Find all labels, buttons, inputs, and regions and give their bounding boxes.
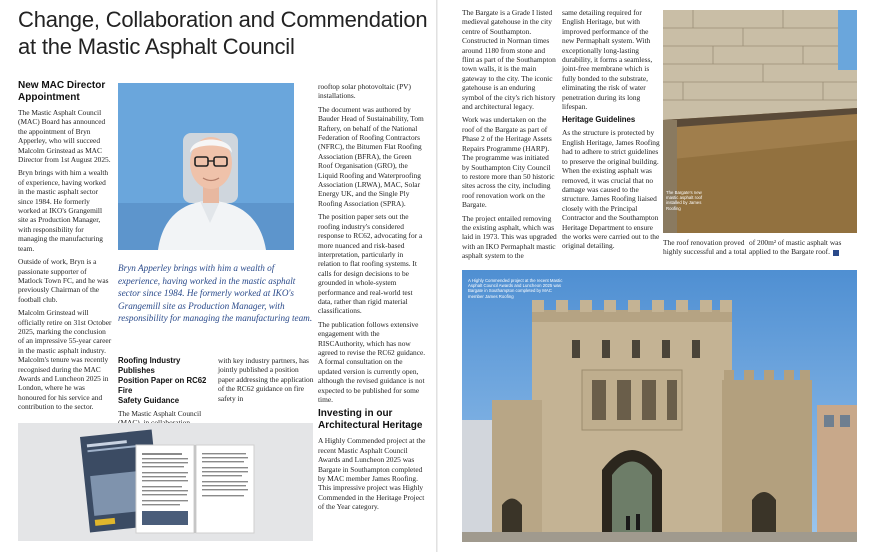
page-title: Change, Collaboration and Commendation at the Mastic Asphalt Council [18, 7, 428, 59]
rc62-para-2: rooftop solar photovoltaic (PV) installations. [318, 82, 411, 101]
rc62-column-c [318, 82, 426, 516]
rc62-column-a [118, 356, 213, 432]
heritage-para-1: A Highly Commended project at the recent Mastic Asphalt Council Awards and Luncheon 2025 was Bargate in Southampton completed by MAC member James Roofing. This impressive project was Highly Commended in the Heritage Project of the Year category. [318, 436, 426, 512]
rc62-para-1-cont: with key industry partners, has jointly published a position paper addressing the application of the RC62 guidance on fire safety in [218, 356, 314, 403]
rc62-para-1: The Mastic Asphalt Council [118, 409, 202, 418]
heritage-heading: Investing in our Architectural Heritage [318, 408, 423, 432]
director-column [18, 80, 113, 416]
heritage-column-c [663, 238, 749, 261]
rc62-column-b [218, 356, 316, 407]
heritage-para-6b: of 200m² of mastic asphalt was applied to the Bargate roof. [749, 238, 842, 257]
roof-photo [663, 10, 857, 233]
director-para-4: Malcolm Grinstead will officially retire on 31st October 2025, marking the conclusion of an impressive 55-year career in the mastic asphalt industry. Malcolm's tenure was recently recognised during the MAC Awards and Luncheon 2025 in London, where he was honoured for his service and contribution to the sector. [18, 308, 112, 412]
bargate-photo-caption: A Highly Commended project at the recent Mastic Asphalt Council Awards and Luncheon 2025 was Bargate in Southampton completed by MAC member James Roofing [468, 278, 563, 299]
position-paper-image [18, 423, 313, 541]
heritage-column-a [462, 8, 558, 265]
heritage-column-b [562, 8, 660, 255]
heritage-para-4: The project entailed removing the existing asphalt, which was laid in 1973. This was upgraded with an IKO Permaphalt mastic asphalt system to the [462, 213, 557, 261]
director-para-1: The Mastic Asphalt Council (MAC) Board has announced the appointment of Bryn Apperley, who will succeed Malcolm Grinstead as MAC Director from 1st August 2025. [18, 108, 111, 165]
rc62-para-5: The publication follows extensive engagement with the RISCAuthority, which has now agreed to revise the RC62 guidance. A formal consultation on the updated version is currently open, although the revised guidance is not expected to be published for some time. [318, 319, 426, 404]
end-of-article-icon [833, 250, 839, 256]
heritage-column-d [749, 238, 859, 261]
heritage-para-3: Work was undertaken on the roof of the Bargate as part of Phase 2 of the Heritage Assets Repairs Programme (HARP). The programme was initiated by Southampton City Council to restore more than 50 historic sites across the city, including roof renovation work on the Bargate. [462, 115, 555, 210]
right-page [438, 0, 875, 552]
heritage-para-2: The Bargate is a Grade I listed medieval gatehouse in the city centre of Southampton. Constructed in Norman times around 1180 from stone and flint as part of the Southampton town walls, it is the main gateway to the city. The iconic gatehouse is an enduring symbol of the city's rich history and architectural legacy. [462, 8, 556, 112]
heritage-para-6a: The roof renovation proved highly successful and a total [663, 238, 747, 257]
left-page [0, 0, 437, 552]
portrait-photo [118, 83, 294, 250]
document-spread-illustration [18, 423, 313, 541]
director-heading: New MAC Director Appointment [18, 80, 106, 103]
director-para-2: Bryn brings with him a wealth of experience, having worked in the mastic asphalt sector since 1984. He formerly worked at IKO's Grangemill site as Production Manager, with responsibility for managing the manufacturing team. [18, 168, 109, 253]
bargate-illustration [462, 270, 857, 542]
director-para-3: Outside of work, Bryn is a passionate supporter of Matlock Town FC, and he was previously Chairman of the football club. [18, 257, 109, 304]
rc62-para-4: The position paper sets out the roofing industry's considered response to RC62, advocating for a more nuanced and risk-based interpretation, particularly in relation to flat roofing systems. It calls for design decisions to be grounded in whole-system performance and real-world test data, rather than rigid material classifications. [318, 212, 423, 316]
heritage-para-5: As the structure is protected by English Heritage, James Roofing had to adhere to strict guidelines to preserve the original building. When the existing asphalt was removed, it was crucial that no damage was caused to the structure. James Roofing liaised closely with the Principal Contractor and the Southampton Heritage Department to ensure the works were carried out to the original detailing. [562, 128, 660, 251]
portrait-illustration [118, 83, 294, 250]
pull-quote: Bryn Apperley brings with him a wealth of experience, having worked in the mastic asphalt sector since 1984. He formerly worked at IKO's Grangemill site as Production Manager, with responsibility for managing the manufacturing team. [118, 263, 313, 324]
rc62-para-3: The document was authored by Bauder Head of Sustainability, Tom Raftery, on behalf of the National Federation of Roofing Contractors (NFRC), the Bitumen Flat Roofing Association (BFRA), the Green Roof Organisation (GRO), the Liquid Roofing and Waterproofing Association (LRWA), MAC, Solar Energy UK, and the Single Ply Roofing Association (SPRA). [318, 104, 424, 208]
heritage-guidelines-heading: Heritage Guidelines [562, 115, 636, 125]
heritage-para-4-cont: same detailing required for English Heritage, but with improved performance of the new Permaphalt system. With exceptionally long-lasting durability, it forms a seamless, joint-free membrane which is fully bonded to the substrate, eliminating the risk of water penetration during its long lifespan. [562, 8, 653, 112]
bargate-photo [462, 270, 857, 542]
rc62-heading: Roofing Industry Publishes Position Paper on RC62 Fire Safety Guidance [118, 356, 207, 405]
roof-photo-caption: The Bargate's new mastic asphalt roof installed by James Roofing [666, 190, 703, 211]
